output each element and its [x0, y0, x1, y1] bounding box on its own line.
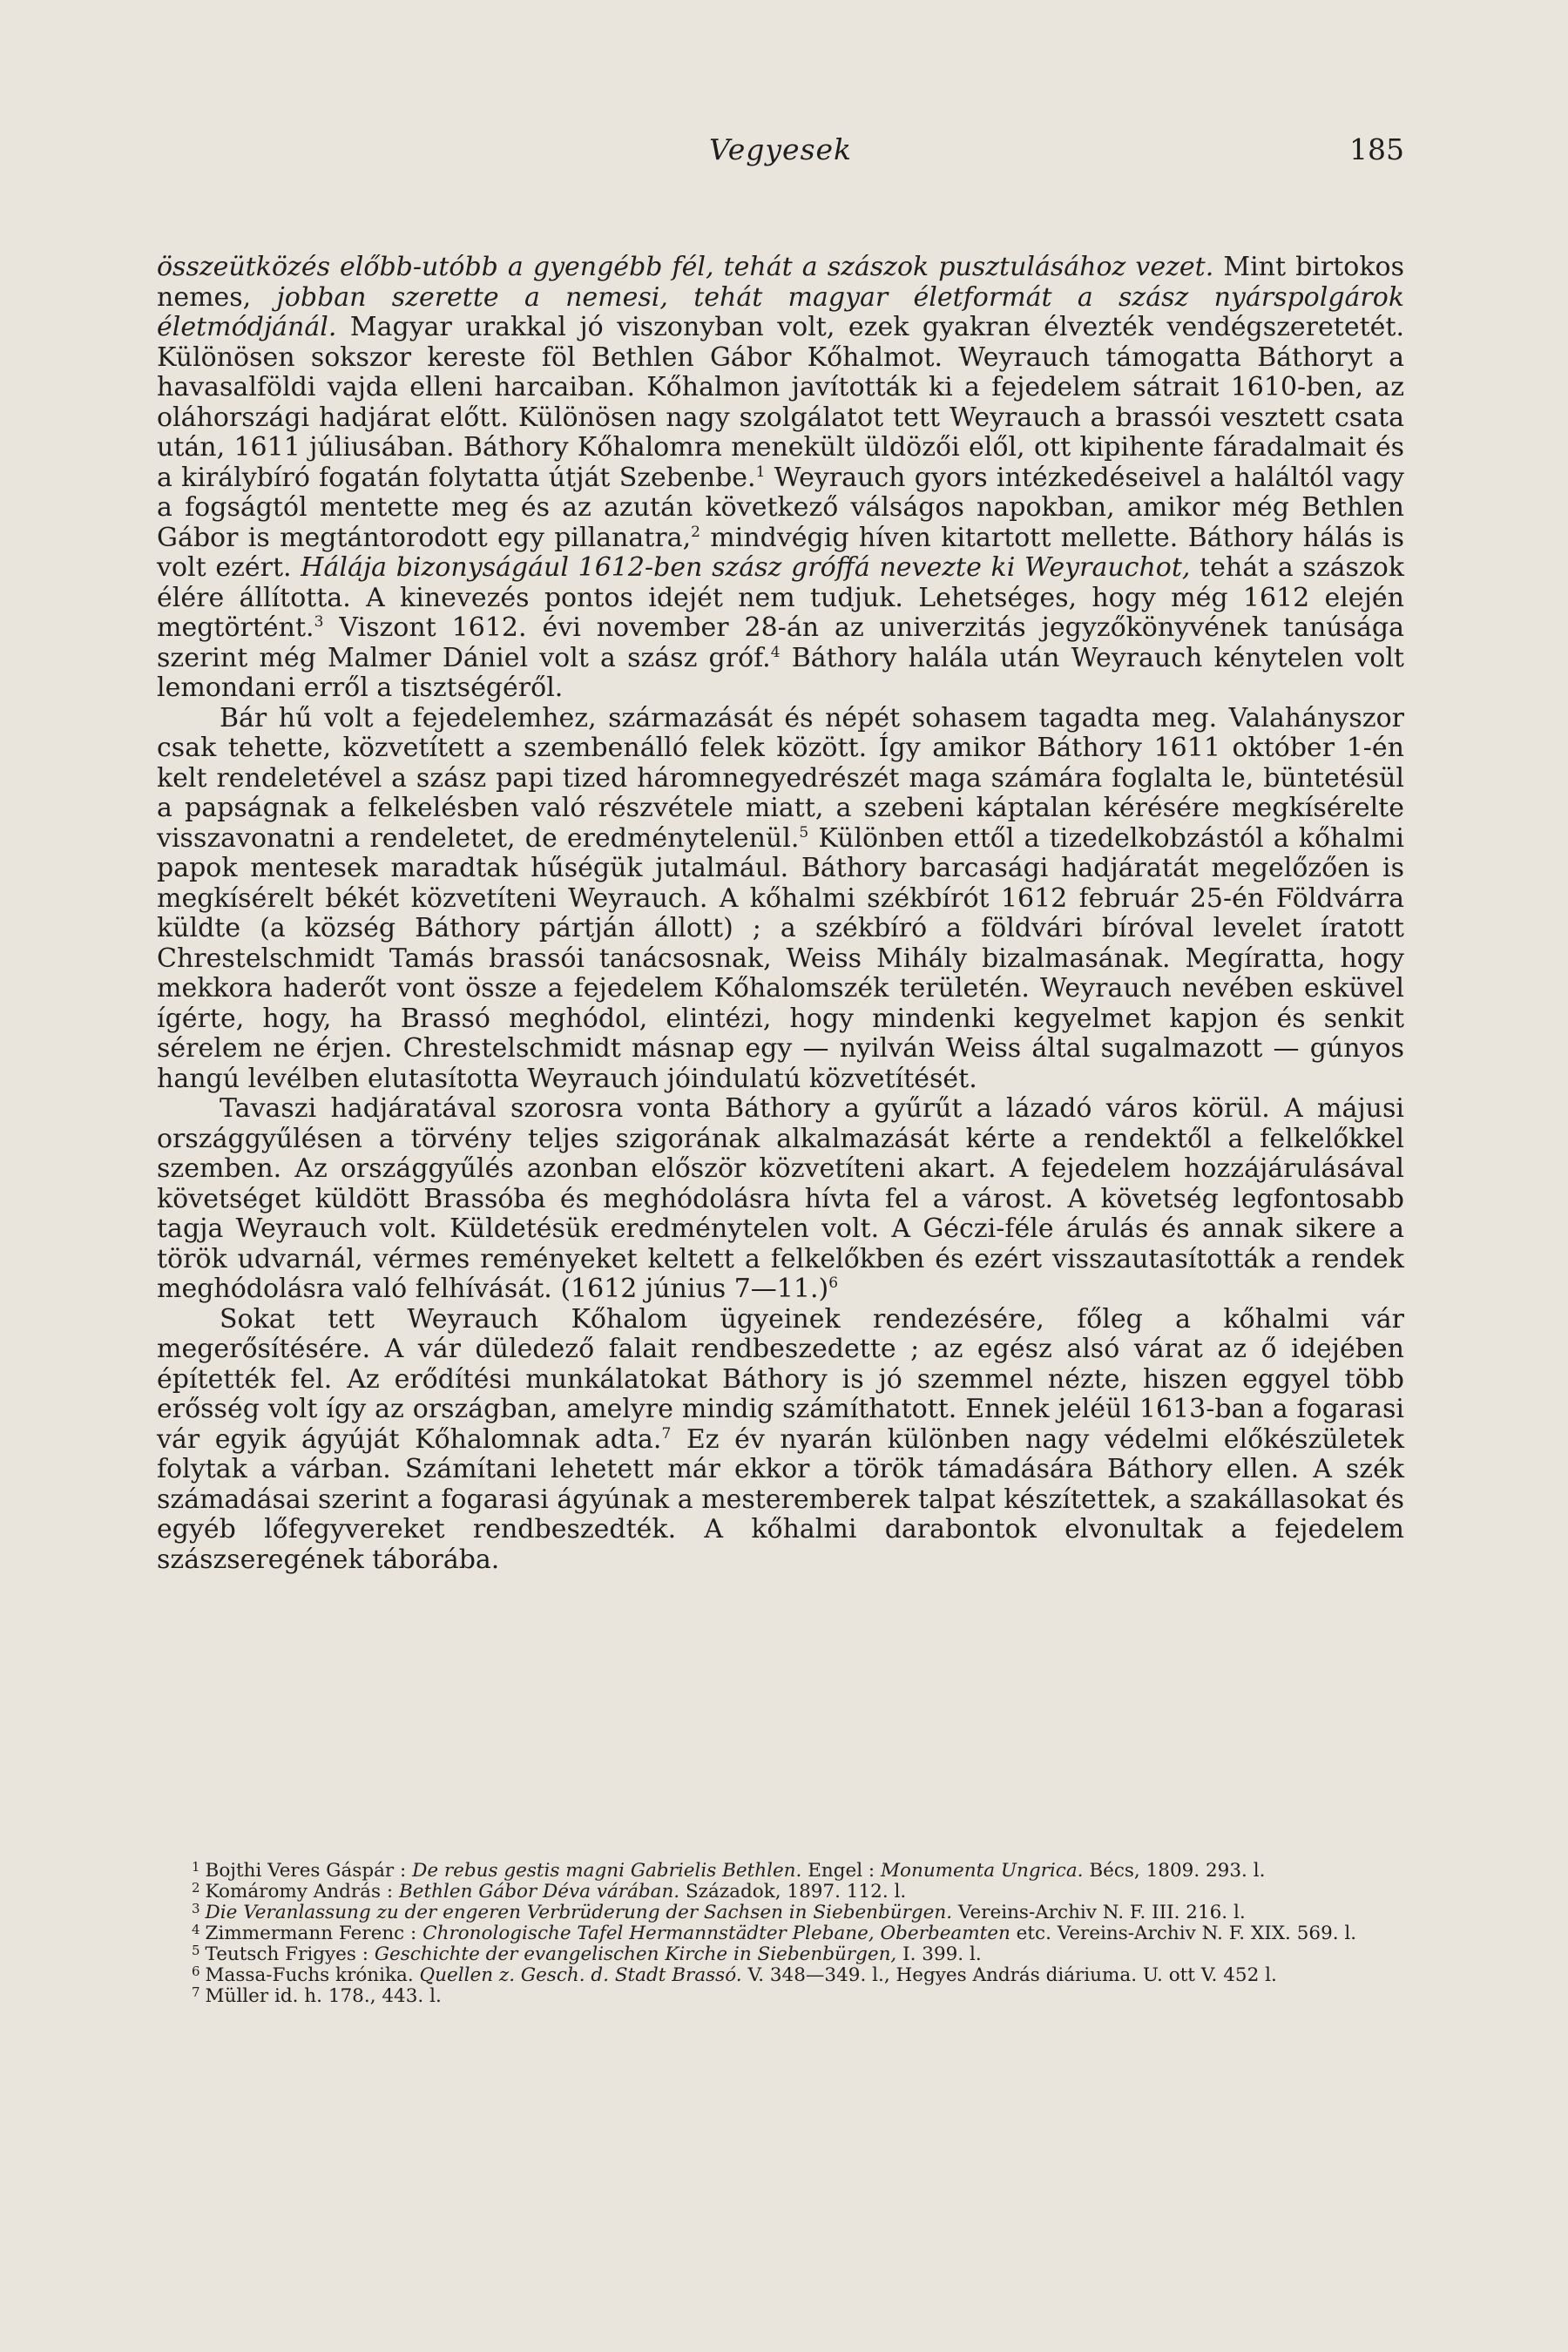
footnote-text: V. 348—349. l., Hegyes András diáriuma. U. ott V. 452 l. [741, 1964, 1277, 1986]
text-span: Különben ettől a tizedelkobzástól a kőhalmi papok mentesek maradtak hűségük jutalmául. Báthory barcasági hadjáratát megelőzően is megkísérelt békét közvetíteni Weyrauch. A kőhalmi székbírót 1612 február 25-én Földvárra küldte (a község Báthory pártján állott) ; a székbíró a földvári bíróval levelet íratott Chrestelschmidt Tamás brassói tanácsosnak, Weiss Mihály bizalmasának. Megíratta, hogy mekkora haderőt vont össze a fejedelem Kőhalomszék területén. Weyrauch nevében esküvel ígérte, hogy, ha Brassó meghódol, elintézi, hogy mindenki kegyelmet kapjon és senkit sérelem ne érjen. Chrestelschmidt másnap egy — nyilván Weiss által sugalmazott — gúnyos hangú levélben elutasította Weyrauch jóindulatú közvetítését. [157, 822, 1405, 1094]
text-span: Tavaszi hadjáratával szorosra vonta Báthory a gyűrűt a lázadó város körül. A májusi országgyűlésen a törvény teljes szigorának alkalmazását kérte a rendektől a felkelőkkel szemben. Az országgyűlés azonban először közvetíteni akart. A fejedelem hozzájárulásával követséget küldött Brassóba és meghódolásra hívta fel a várost. A követség legfontosabb tagja Weyrauch volt. Küldetésük eredménytelen volt. A Géczi-féle árulás és annak sikere a török udvarnál, vérmes reményeket keltett a felkelőkben és ezért visszautasították a rendek meghódolásra való felhívását. (1612 június 7—11.) [157, 1093, 1404, 1304]
footnote-text: etc. Vereins-Archiv N. F. XIX. 569. l. [1010, 1923, 1357, 1944]
footnote-text: Zimmermann Ferenc : [205, 1923, 423, 1944]
body-text [157, 253, 1404, 1575]
text-span: Weyrauch gyors intézkedéseivel a haláltól vagy a fogságtól mentette meg és az azután következő válságos napokban, amikor még Bethlen Gábor is megtántorodott egy pillanatra, [157, 462, 1405, 553]
paragraph-3 [157, 1094, 1404, 1305]
footnote-text: I. 399. l. [896, 1943, 982, 1965]
footnote [192, 1944, 1404, 1965]
footnote [192, 1861, 1404, 1882]
text-span: Ez év nyarán különben nagy védelmi előkészületek folytak a várban. Számítani lehetett már ekkor a török támadására Báthory ellen. A szék számadásai szerint a fogarasi ágyúnak a mesteremberek talpat készítettek, a szakállasokat és egyéb lőfegyvereket rendbeszedték. A kőhalmi darabontok elvonultak a fejedelem szászseregének táborába. [157, 1423, 1404, 1575]
footnote-ref[interactable]: 3 [314, 613, 324, 631]
italic-span: jobban szerette a nemesi, tehát magyar életformát a szász nyárspolgárok életmódjánál. [157, 281, 1405, 342]
footnote-number: 4 [192, 1922, 200, 1937]
footnote-text: Engel : [801, 1860, 882, 1882]
text-span: Viszont 1612. évi november 28-án az univerzitás jegyzőkönyvének tanúsága szerint még Malmer Dániel volt a szász gróf. [157, 612, 1404, 673]
footnote-title: Die Veranlassung zu der engeren Verbrüderung der Sachsen in Siebenbürgen. [205, 1902, 953, 1923]
footnote-number: 7 [192, 1984, 200, 2000]
footnote-text: Komáromy András : [205, 1881, 399, 1903]
text-span: Sokat tett Weyrauch Kőhalom ügyeinek rendezésére, főleg a kőhalmi vár megerősítésére. A vár düledező falait rendbeszedette ; az egész alsó várat az ő idejében építették fel. Az erődítési munkálatokat Báthory is jó szemmel nézte, hiszen eggyel több erősség volt így az országban, amelyre mindig számíthatott. Ennek jeléül 1613-ban a fogarasi vár egyik ágyúját Kőhalomnak adta. [157, 1303, 1404, 1455]
footnote-text: Müller id. h. 178., 443. l. [205, 1985, 442, 2007]
footnote-text: Massa-Fuchs krónika. [205, 1964, 420, 1986]
italic-span: összeütközés előbb-utóbb a gyengébb fél, tehát a szászok pusztulásához vezet. [157, 252, 1214, 282]
footnote [192, 1965, 1404, 1986]
footnote-text: Bojthi Veres Gáspár : [205, 1860, 413, 1882]
page-number: 185 [1349, 132, 1404, 166]
footnote-ref[interactable]: 7 [661, 1424, 672, 1443]
footnote-title: Bethlen Gábor Déva várában. [398, 1881, 680, 1903]
footnote-text: Századok, 1897. 112. l. [679, 1881, 907, 1903]
footnotes [192, 1861, 1404, 2007]
footnote-title: Geschichte der evangelischen Kirche in Siebenbürgen, [374, 1943, 897, 1965]
running-title: Vegyesek [708, 132, 853, 166]
footnote-ref[interactable]: 6 [828, 1274, 839, 1292]
text-span: Magyar urakkal jó viszonyban volt, ezek gyakran élvezték vendégszeretetét. Különösen sokszor kereste föl Bethlen Gábor Kőhalmot. Weyrauch támogatta Báthoryt a havasalföldi vajda elleni harcaiban. Kőhalmon javították ki a fejedelem sátrait 1610-ben, az oláhországi hadjárat előtt. Különösen nagy szolgálatot tett Weyrauch a brassói vesztett csata után, 1611 júliusában. Báthory Kőhalomra menekült üldözői elől, ott kipihente fáradalmait és a királybíró fogatán folytatta útját Szebenbe. [157, 312, 1404, 493]
footnote-ref[interactable]: 1 [755, 463, 766, 481]
text-span: Mint birtokos nemes, [157, 252, 1405, 313]
footnote-title: De rebus gestis magni Gabrielis Bethlen. [412, 1860, 802, 1882]
text-span: mindvégig híven kitartott mellette. Báthory hálás is volt ezért. [157, 522, 1404, 583]
paragraph-2 [157, 704, 1404, 1095]
footnote-ref[interactable]: 5 [799, 823, 809, 841]
footnote-text: Bécs, 1809. 293. l. [1083, 1860, 1266, 1882]
footnote-number: 1 [192, 1859, 200, 1875]
footnote-ref[interactable]: 4 [770, 643, 781, 661]
footnote-number: 5 [192, 1943, 200, 1958]
footnote-title: Monumenta Ungrica. [881, 1860, 1084, 1882]
italic-span: Hálája bizonyságául 1612-ben szász gróffá nevezte ki Weyrauchot, [301, 552, 1191, 583]
text-span: Bár hű volt a fejedelemhez, származását és népét sohasem tagadta meg. Valahányszor csak tehette, közvetített a szembenálló felek között. Így amikor Báthory 1611 október 1-én kelt rendeletével a szász papi tized háromnegyedrészét maga számára foglalta le, büntetésül a papságnak a felkelésben való részvétele miatt, a szebeni káptalan kérésére megkísérelte visszavonatni a rendeletet, de eredménytelenül. [157, 702, 1404, 854]
page-header [157, 132, 1404, 171]
footnote [192, 1882, 1404, 1903]
footnote-title: Chronologische Tafel Hermannstädter Plebane, Oberbeamten [422, 1923, 1010, 1944]
footnote-ref[interactable]: 2 [691, 523, 700, 541]
footnote [192, 1986, 1404, 2007]
footnote-number: 2 [192, 1880, 200, 1896]
footnote-number: 6 [192, 1963, 200, 1979]
text-span: tehát a szászok élére állította. A kinevezés pontos idejét nem tudjuk. Lehetséges, hogy még 1612 elején megtörtént. [157, 552, 1404, 643]
footnote-title: Quellen z. Gesch. d. Stadt Brassó. [419, 1964, 742, 1986]
footnote [192, 1923, 1404, 1944]
footnote [192, 1903, 1404, 1923]
paragraph-1 [157, 253, 1404, 704]
footnote-number: 3 [192, 1901, 200, 1916]
text-span: Báthory halála után Weyrauch kénytelen volt lemondani erről a tisztségéről. [157, 642, 1404, 703]
footnote-text: Teutsch Frigyes : [205, 1943, 375, 1965]
paragraph-4 [157, 1305, 1404, 1576]
footnote-text: Vereins-Archiv N. F. III. 216. l. [952, 1902, 1246, 1923]
